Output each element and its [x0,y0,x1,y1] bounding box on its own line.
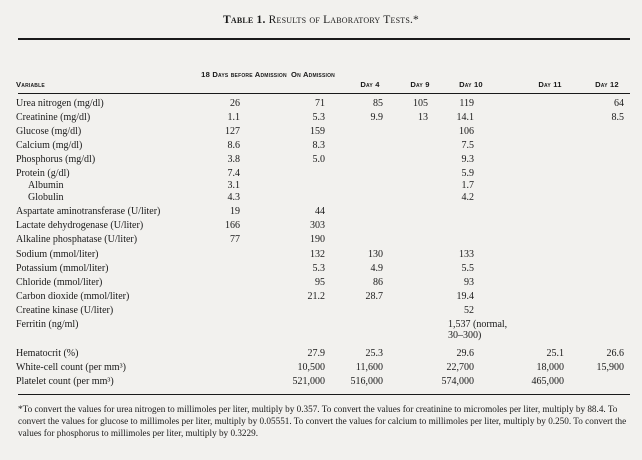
cell-d10: 29.6 [456,348,474,359]
cell-d4: 11,600 [355,362,383,373]
row-label: Carbon dioxide (mmol/liter) [16,291,130,302]
cell-d4: 86 [373,277,383,288]
cell-d4: 28.7 [365,291,383,302]
header-day12: Day 12 [595,80,619,89]
header-day9: Day 9 [410,80,430,89]
header-day10: Day 10 [459,80,483,89]
cell-v2: 521,000 [292,376,325,387]
row-label: Platelet count (per mm³) [16,376,114,387]
cell-d4: 25.3 [365,348,383,359]
cell-v2: 10,500 [297,362,325,373]
cell-d4: 130 [368,249,383,260]
cell-v1: 4.3 [227,192,240,203]
cell-d4: 516,000 [350,376,383,387]
header-on-admission: On Admission [291,70,335,79]
cell-d10: 14.1 [456,112,474,123]
cell-d10: 5.5 [461,263,474,274]
cell-d10: 52 [464,305,474,316]
cell-d9: 105 [413,98,428,109]
row-label: Creatinine (mg/dl) [16,112,91,123]
row-label: Chloride (mmol/liter) [16,277,103,288]
cell-d11: 465,000 [531,376,564,387]
cell-v2: 8.3 [312,140,325,151]
cell-d11: 25.1 [546,348,564,359]
row-label: Aspartate aminotransferase (U/liter) [16,206,161,217]
cell-v2: 44 [315,206,325,217]
cell-v1: 127 [225,126,240,137]
cell-v2: 95 [315,277,325,288]
cell-v2: 159 [310,126,325,137]
cell-v1: 3.1 [227,180,240,191]
table-title [0,14,642,26]
cell-d12: 8.5 [611,112,624,123]
row-label: Creatine kinase (U/liter) [16,305,114,316]
cell-d9: 13 [418,112,428,123]
cell-d10: 119 [459,98,474,109]
row-label: Calcium (mg/dl) [16,140,83,151]
cell-d4: 85 [373,98,383,109]
cell-d12: 64 [614,98,624,109]
cell-v2: 21.2 [307,291,325,302]
cell-v1: 166 [225,220,240,231]
cell-v2: 303 [310,220,325,231]
cell-v1: 3.8 [227,154,240,165]
row-label: Hematocrit (%) [16,348,79,359]
cell-d12: 26.6 [606,348,624,359]
row-label: Albumin [28,180,64,191]
cell-v2: 71 [315,98,325,109]
cell-v1: 77 [230,234,240,245]
cell-v2: 5.0 [312,154,325,165]
cell-d10: 22,700 [446,362,474,373]
row-label: Urea nitrogen (mg/dl) [16,98,104,109]
cell-v1: 26 [230,98,240,109]
cell-v1: 1.1 [227,112,240,123]
cell-d10: 133 [459,249,474,260]
top-rule [18,38,630,40]
cell-v1: 19 [230,206,240,217]
cell-d10: 1,537 (normal, 30–300) [448,319,508,341]
cell-v2: 132 [310,249,325,260]
cell-d10: 9.3 [461,154,474,165]
cell-v1: 7.4 [227,168,240,179]
cell-d10: 574,000 [441,376,474,387]
row-label: Lactate dehydrogenase (U/liter) [16,220,144,231]
cell-d10: 1.7 [461,180,474,191]
cell-d10: 7.5 [461,140,474,151]
cell-d11: 18,000 [536,362,564,373]
header-day4: Day 4 [360,80,380,89]
header-day11: Day 11 [538,80,562,89]
row-label: Ferritin (ng/ml) [16,319,79,330]
header-18-days-before: 18 Days before Admission [201,70,287,79]
cell-d10: 4.2 [461,192,474,203]
table-title-text: Results of Laboratory Tests.* [268,14,419,26]
cell-v2: 5.3 [312,263,325,274]
table-title-label: Table 1. [222,14,266,26]
cell-d4: 9.9 [370,112,383,123]
row-label: Globulin [28,192,64,203]
row-label: Protein (g/dl) [16,168,70,179]
cell-d4: 4.9 [370,263,383,274]
cell-d12: 15,900 [596,362,624,373]
bottom-rule [18,394,630,395]
cell-d10: 106 [459,126,474,137]
row-label: White-cell count (per mm³) [16,362,126,373]
cell-v2: 27.9 [307,348,325,359]
row-label: Glucose (mg/dl) [16,126,82,137]
cell-v2: 5.3 [312,112,325,123]
row-label: Phosphorus (mg/dl) [16,154,96,165]
cell-d10: 19.4 [456,291,474,302]
cell-d10: 93 [464,277,474,288]
header-variable: Variable [16,80,45,89]
header-rule [18,93,630,94]
cell-v1: 8.6 [227,140,240,151]
cell-d10: 5.9 [461,168,474,179]
row-label: Potassium (mmol/liter) [16,263,109,274]
cell-v2: 190 [310,234,325,245]
table-footnote: *To convert the values for urea nitrogen to millimoles per liter, multiply by 0.357. To convert the values for creatinine to micromoles per liter, multiply by 88.4. To convert the values for glucose to millimoles per liter, multiply by 0.05551. To convert the values for calcium to millimoles per liter, multiply by 0.250. To convert the values for phosphorus to millimoles per liter, multiply by 0.3229. [18,404,627,438]
row-label: Alkaline phosphatase (U/liter) [16,234,138,245]
row-label: Sodium (mmol/liter) [16,249,99,260]
